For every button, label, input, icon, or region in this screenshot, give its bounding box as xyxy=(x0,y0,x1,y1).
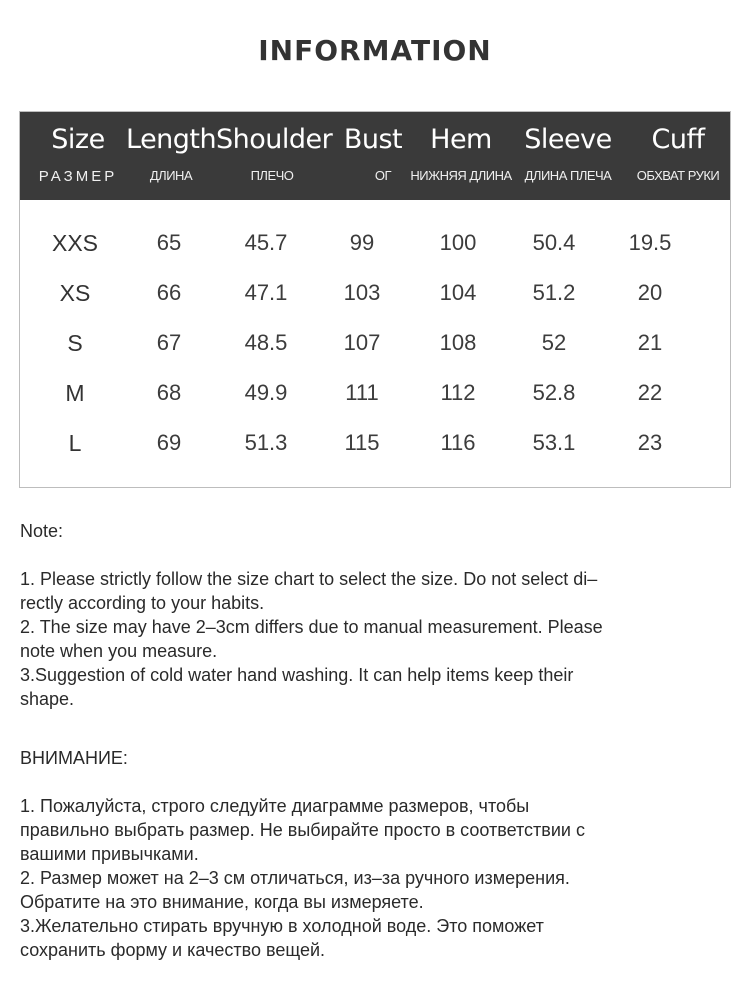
cell-size: XXS xyxy=(51,230,99,256)
note-item-3: 3.Suggestion of cold water hand washing. It can help items keep their shape. xyxy=(20,665,574,709)
cell-size: XS xyxy=(59,280,91,306)
cell-shoulder: 51.3 xyxy=(244,430,288,455)
cell-bust: 99 xyxy=(349,230,375,255)
header-sleeve-ru: ДЛИНА ПЛЕЧА xyxy=(524,168,612,183)
header-length xyxy=(126,112,216,200)
cell-cuff: 21 xyxy=(637,330,663,355)
note-item-2: 2. The size may have 2–3cm differs due to manual measurement. Please note when you measure. xyxy=(20,617,603,661)
header-bust-en: Bust xyxy=(343,124,403,155)
cell-sleeve: 52.8 xyxy=(532,380,576,405)
note-heading: Note: xyxy=(20,521,64,541)
header-hem-en: Hem xyxy=(430,124,492,155)
header-bust-ru: ОГ xyxy=(374,168,392,183)
cell-cuff: 20 xyxy=(637,280,663,305)
cell-length: 65 xyxy=(156,230,182,255)
cell-sleeve: 50.4 xyxy=(532,230,576,255)
cell-cuff: 19.5 xyxy=(628,230,672,255)
header-hem-ru: НИЖНЯЯ ДЛИНА xyxy=(410,168,512,183)
header-sleeve xyxy=(516,112,620,200)
table-row xyxy=(20,368,730,418)
attention-heading: ВНИМАНИЕ: xyxy=(20,748,128,768)
size-chart-table xyxy=(19,111,731,488)
note-item-1: 1. Please strictly follow the size chart to select the size. Do not select di– rectly according to your habits. xyxy=(20,569,598,613)
cell-sleeve: 53.1 xyxy=(532,430,576,455)
header-shoulder xyxy=(216,112,333,200)
cell-cuff: 22 xyxy=(637,380,663,405)
cell-hem: 116 xyxy=(440,430,476,455)
cell-shoulder: 47.1 xyxy=(244,280,288,305)
cell-hem: 108 xyxy=(439,330,477,355)
cell-bust: 103 xyxy=(343,280,381,305)
header-shoulder-en: Shoulder xyxy=(216,124,333,155)
cell-cuff: 23 xyxy=(637,430,663,455)
cell-length: 66 xyxy=(156,280,182,305)
cell-size: M xyxy=(65,380,85,406)
cell-size: L xyxy=(68,430,82,456)
cell-length: 68 xyxy=(156,380,182,405)
table-row xyxy=(20,268,730,318)
cell-shoulder: 48.5 xyxy=(244,330,288,355)
cell-length: 67 xyxy=(156,330,182,355)
attention-item-2: 2. Размер может на 2–3 см отличаться, из–за ручного измерения. Обратите на это внимание, когда вы измеряете. xyxy=(20,868,570,912)
table-row xyxy=(20,418,730,468)
header-shoulder-ru: ПЛЕЧО xyxy=(250,168,294,183)
cell-sleeve: 51.2 xyxy=(532,280,576,305)
header-cuff-ru: ОБХВАТ РУКИ xyxy=(636,168,720,183)
cell-shoulder: 49.9 xyxy=(244,380,288,405)
header-length-en: Length xyxy=(126,124,217,155)
cell-hem: 104 xyxy=(439,280,477,305)
header-size xyxy=(22,112,134,200)
attention-item-3: 3.Желательно стирать вручную в холодной воде. Это поможет сохранить форму и качество вещей. xyxy=(20,916,544,960)
page-title: INFORMATION xyxy=(258,34,492,67)
table-header xyxy=(20,112,730,200)
cell-hem: 100 xyxy=(439,230,477,255)
cell-length: 69 xyxy=(156,430,182,455)
header-size-ru: РАЗМЕР xyxy=(38,168,118,185)
cell-bust: 107 xyxy=(343,330,381,355)
header-cuff xyxy=(626,112,730,200)
table-row xyxy=(20,218,730,268)
header-size-en: Size xyxy=(51,124,105,155)
cell-bust: 111 xyxy=(345,380,379,405)
attention-item-1: 1. Пожалуйста, строго следуйте диаграмме размеров, чтобы правильно выбрать размер. Не выбирайте просто в соответствии с вашими привычками. xyxy=(20,796,585,864)
cell-bust: 115 xyxy=(344,430,380,455)
cell-size: S xyxy=(67,330,83,356)
table-row xyxy=(20,318,730,368)
header-sleeve-en: Sleeve xyxy=(524,124,612,155)
header-bust xyxy=(332,112,414,200)
cell-sleeve: 52 xyxy=(541,330,567,355)
header-hem xyxy=(406,112,516,200)
cell-shoulder: 45.7 xyxy=(244,230,288,255)
header-cuff-en: Cuff xyxy=(651,124,705,155)
header-length-ru: ДЛИНА xyxy=(149,168,193,183)
cell-hem: 112 xyxy=(440,380,476,405)
